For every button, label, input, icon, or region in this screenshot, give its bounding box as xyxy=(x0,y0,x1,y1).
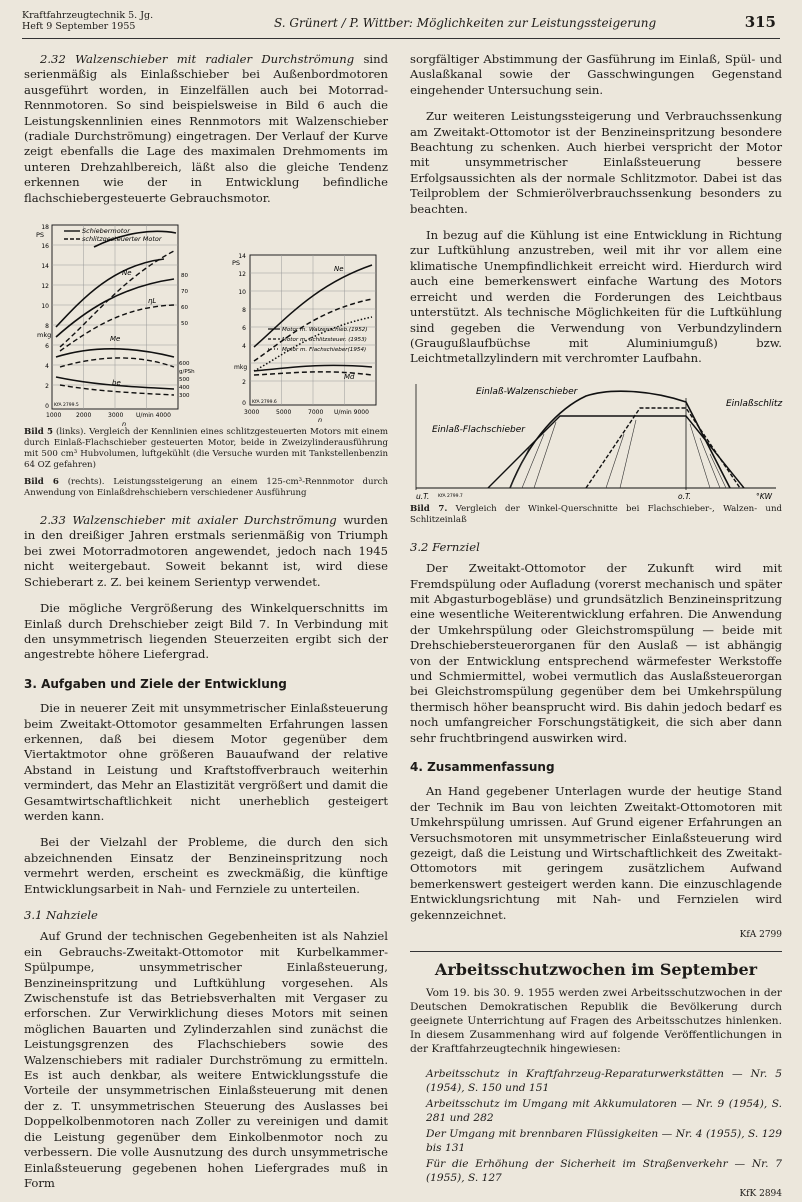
paragraph: Der Zweitakt-Ottomotor der Zukunft wird mit Fremdspülung oder Aufladung (vorerst mechanisch und später mit Abgasturbogebläse) und grundsätzlich Benzineinspritzung eine wesentliche Weiterentwicklung erfahren. Die Anwendung der Umkehrspülung oder Gleichstromspülung — beide mit Drehschiebersteuerorganen für den Auslaß — ist abhängig von der Entwicklung entsprechend wärmefester Werkstoffe und Schmiermittel, wobei vermutlich das Auslaßsteuerorgan bei Gleichstromspülung gegenüber dem bei Umkehrspülung thermisch höher beansprucht wird. Bis dahin jedoch bedarf es noch umfangreicher Forschungstätigkeit, die sich aber dann sehr fruchtbringend auswirken wird. xyxy=(410,561,782,745)
subsection-heading: 3.1 Nahziele xyxy=(24,908,98,922)
right-tick: 50 xyxy=(181,321,188,328)
section-heading: 3. Aufgaben und Ziele der Entwicklung xyxy=(24,676,287,691)
y-tick: 8 xyxy=(45,323,49,331)
y-tick: 4 xyxy=(45,363,49,371)
paragraph-text: wurden in den dreißiger Jahren erstmals serienmäßig von Triumph bei zwei Motorradmotoren angewendet, jedoch nach 1945 nicht weitergebaut. Soweit bekannt ist, wird diese Schieberart z. Z. bei keinem Serientyp verwendet. xyxy=(24,513,388,589)
axis-unit: PS xyxy=(36,231,45,240)
axis-unit: mkg xyxy=(234,364,248,372)
inline-heading: 2.32 Walzenschieber mit radialer Durchströmung xyxy=(40,52,355,66)
x-tick: 1000 xyxy=(46,412,62,420)
inline-heading: 2.33 Walzenschieber mit axialer Durchströmung xyxy=(40,513,337,528)
paragraph: Die in neuerer Zeit mit unsymmetrischer Einlaßsteuerung beim Zweitakt-Ottomotor gesammelten Erfahrungen lassen erkennen, daß bei diesem Motor gegenüber dem Viertaktmotor ohne größeren Bauaufwand der relative Abstand in Leistung und Kraftstoffverbrauch weiterhin vermindert, das Mehr an Elastizität vergrößert und damit die Gesamtwirtschaftlichkeit nicht unerheblich gesteigert werden kann. xyxy=(24,701,388,823)
journal-info xyxy=(22,10,153,32)
paragraph: An Hand gegebener Unterlagen wurde der heutige Stand der Technik im Bau von leichten Zweitakt-Ottomotoren mit Umkehrspülung umrissen. Auf Grund eigener Erfahrungen an Versuchsmotoren mit unsymmetrischer Einlaßsteuerung wird gezeigt, daß die Leistung und Wirtschaftlichkeit des Zweitakt-Ottomotors mit geringem zusätzlichem Aufwand bemerkenswert gesteigert werden kann. Die einzuschlagende Entwicklungsrichtung mit Nah- und Fernzielen wird gekennzeichnet. xyxy=(410,784,782,922)
article-running-title: S. Grünert / P. Wittber: Möglichkeiten zur Leistungssteigerung xyxy=(274,16,657,30)
y-tick: 6 xyxy=(45,343,49,351)
paragraph-text: sind serienmäßig als Einlaßschieber bei Außenbordmotoren ausgeführt worden, in Einzelfällen auch bei Motorrad-Rennmotoren. So sind beispielsweise in Bild 6 auch die Leistungskennlinien eines Rennmotors mit Walzenschieber (radiale Durchströmung) eingetragen. Der Verlauf der Kurve zeigt ebenfalls die Lage des maximalen Drehmoments im unteren Drehzahlbereich, läßt also die gleiche Tendenz erkennen wie der in Entwicklung befindliche flachschiebergesteuerte Gebrauchsmotor. xyxy=(24,52,389,205)
legend-label: Motor m. Walzenschieb.(1952) xyxy=(282,327,368,334)
legend-label: schlitzgesteuerter Motor xyxy=(82,235,162,244)
caption-label: Bild 5 xyxy=(24,427,54,438)
y-tick: 14 xyxy=(238,253,246,261)
curve-label: ηL xyxy=(148,297,157,306)
y-tick: 16 xyxy=(41,243,49,251)
x-tick: U/min 9000 xyxy=(334,409,369,417)
notice-paragraph: Vom 19. bis 30. 9. 1955 werden zwei Arbeitsschutzwochen in der Deutschen Demokratischen Republik die Bevölkerung durch geeignete Unterrichtung auf Fragen des Arbeitsschutzes hinlenken. In diesem Zusammenhang wird auf folgende Veröffentlichungen in der Kraftfahrzeugtechnik hingewiesen: xyxy=(410,986,782,1055)
x-tick: 3000 xyxy=(108,412,124,420)
curve-label: Md xyxy=(344,373,355,382)
y-tick: 10 xyxy=(238,289,246,297)
right-tick: g/PSh xyxy=(179,369,195,376)
list-item: Arbeitsschutz in Kraftfahrzeug-Reparaturwerkstätten — Nr. 5 (1954), S. 150 und 151 xyxy=(426,1067,782,1094)
paragraph xyxy=(24,52,388,206)
curve-label: Einlaß-Flachschieber xyxy=(432,424,525,435)
journal-line-2: Heft 9 September 1955 xyxy=(22,21,136,32)
curve-label: Ne xyxy=(334,265,344,274)
x-tick: 7000 xyxy=(308,409,324,417)
list-item: Arbeitsschutz im Umgang mit Akkumulatoren — Nr. 9 (1954), S. 281 und 282 xyxy=(426,1097,782,1124)
figures-5-6 xyxy=(24,217,388,429)
x-tick: U/min 4000 xyxy=(136,412,171,420)
y-tick: 4 xyxy=(242,343,246,351)
y-tick: 0 xyxy=(242,400,246,408)
paragraph xyxy=(24,513,388,590)
legend-label: Motor m. Schlitzsteuer. (1953) xyxy=(282,337,367,344)
right-tick: 60 xyxy=(181,305,188,312)
paragraph: Auf Grund der technischen Gegebenheiten ist als Nahziel ein Gebrauchs-Zweitakt-Ottomotor mit Kurbelkammer-Spülpumpe, unsymmetrischer Einlaßsteuerung, Benzineinspritzung und Luftkühlung vorgesehen. Als Zwischenstufe ist das Betriebsverhalten mit Vergaser zu erforschen. Zur Verwirklichung dieses Motors mit seinen möglichen Bauarten und Zylinderzahlen sind zunächst die Leistungsgrenzen des Flachschiebers sowie des Walzenschiebers mit radialer Durchströmung zu ermitteln. Es ist auch denkbar, als weitere Entwicklungsstufe die Vorteile der unsymmetrischen Einlaßsteuerung mit denen der z. T. unsymmetrischen Steuerung des Auslasses bei Doppelkolbenmotoren nach Zoller zu vereinigen und damit die Leistung gegenüber dem Einkolbenmotor noch zu verbessern. Die volle Ausnutzung des durch unsymmetrische Einlaßsteuerung gegebenen hohen Liefergrades muß in Form xyxy=(24,929,388,1190)
journal-line-1: Kraftfahrzeugtechnik 5. Jg. xyxy=(22,10,154,21)
x-axis-label: n xyxy=(122,420,127,429)
divider xyxy=(410,951,782,952)
curve-label: Me xyxy=(110,335,121,344)
figure-7-chart xyxy=(410,378,782,500)
legend-label: Schiebermotor xyxy=(82,227,130,236)
figure-6-chart xyxy=(214,251,388,455)
curve-label: Einlaßschlitz xyxy=(726,398,783,409)
paragraph: sorgfältiger Abstimmung der Gasführung im Einlaß, Spül- und Auslaßkanal sowie der Gasschwingungen Gegenstand eingehender Untersuchung sein. xyxy=(410,52,782,97)
curve-label: be xyxy=(112,379,121,388)
y-tick: 0 xyxy=(45,403,49,411)
y-tick: 12 xyxy=(238,271,246,279)
figure-5-chart xyxy=(24,217,200,429)
caption-text: Vergleich der Winkel-Querschnitte bei Flachschieber-, Walzen- und Schlitzeinlaß xyxy=(410,503,782,525)
paragraph: Die mögliche Vergrößerung des Winkelquerschnitts im Einlaß durch Drehschieber zeigt Bild 7. In Verbindung mit den unsymmetrisch liegenden Steuerzeiten ergibt sich der angestrebte höhere Liefergrad. xyxy=(24,601,388,662)
y-tick: 18 xyxy=(41,224,49,232)
figure-tag: KfA 2799.6 xyxy=(252,400,277,406)
page-number: 315 xyxy=(744,13,776,31)
right-tick: 500 xyxy=(179,377,190,384)
figure-6-caption xyxy=(24,477,388,499)
y-tick: 2 xyxy=(242,379,246,387)
axis-unit: mkg xyxy=(37,331,52,340)
y-tick: 12 xyxy=(41,283,49,291)
x-tick: o.T. xyxy=(678,491,692,501)
caption-text: (links). Vergleich der Kennlinien eines schlitzgesteuerten Motors mit einem durch Einlaß-Flachschieber gesteuerten Motor, beide in Zweizylinderausführung mit 500 cm³ Hubvolumen, luftgekühlt (die Versuche wurden mit Tankstellenbenzin 64 OZ gefahren) xyxy=(24,427,389,471)
y-tick: 6 xyxy=(242,325,246,333)
y-tick: 14 xyxy=(41,263,49,271)
paragraph: Zur weiteren Leistungssteigerung und Verbrauchssenkung am Zweitakt-Ottomotor ist der Benzineinspritzung besondere Beachtung zu schenken. Auch hierbei verspricht der Motor mit unsymmetrischer Einlaßsteuerung bessere Erfolgsaussichten als der normale Schlitzmotor. Dabei ist das Teilproblem der Schmierölverbrauchssenkung besonders zu beachten. xyxy=(410,109,782,216)
right-tick: 600 xyxy=(179,361,190,368)
section-heading: 4. Zusammenfassung xyxy=(410,760,555,774)
list-item: Der Umgang mit brennbaren Flüssigkeiten — Nr. 4 (1955), S. 129 bis 131 xyxy=(426,1127,782,1154)
subsection-heading: 3.2 Fernziel xyxy=(410,539,480,554)
y-tick: 10 xyxy=(41,303,49,311)
list-item: Für die Erhöhung der Sicherheit im Straßenverkehr — Nr. 7 (1955), S. 127 xyxy=(426,1157,782,1184)
x-tick: 5000 xyxy=(276,409,292,417)
paragraph: Bei der Vielzahl der Probleme, die durch den sich abzeichnenden Einsatz der Benzineinspritzung noch vermehrt werden, erscheint es zweckmäßig, die künftige Entwicklungsarbeit in Nah- und Fernziele zu unterteilen. xyxy=(24,835,388,896)
y-tick: 8 xyxy=(242,307,246,315)
right-tick: 300 xyxy=(179,393,190,400)
page-header xyxy=(22,8,780,39)
figure-7-caption xyxy=(410,504,782,526)
x-tick: 2000 xyxy=(76,412,92,420)
x-tick: u.T. xyxy=(416,491,430,501)
caption-text: (rechts). Leistungssteigerung an einem 125-cm³-Rennmotor durch Anwendung von Einlaßdrehschiebern verschiedener Ausführung xyxy=(24,477,389,499)
figure-tag: KfA 2799.5 xyxy=(54,403,79,409)
right-tick: 70 xyxy=(181,289,188,296)
reference-code: KfA 2799 xyxy=(739,930,782,941)
caption-label: Bild 7. xyxy=(410,503,448,514)
curve-label: Ne xyxy=(122,269,132,278)
x-tick: 3000 xyxy=(244,409,260,417)
right-tick: 400 xyxy=(179,385,190,392)
reference-code: KfK 2894 xyxy=(739,1188,782,1199)
curve-label: Einlaß-Walzenschieber xyxy=(476,386,578,397)
figure-tag: KfA 2799.7 xyxy=(438,493,463,499)
paragraph: In bezug auf die Kühlung ist eine Entwicklung in Richtung zur Luftkühlung anzustreben, weil mit ihr vor allem eine klimatische Unempfindlichkeit erreicht wird. Hierdurch wird auch eine bemerkenswert einfache Wartung des Motors erreicht und werden die Forderungen des Leichtbaus unterstützt. Als technische Möglichkeiten für die Luftkühlung sind gegeben die Verwendung von Verbundzylindern (Graugußlaufbüchse mit Aluminiumguß) bzw. Leichtmetallzylindern mit verchromter Laufbahn. xyxy=(410,228,782,366)
legend-label: Motor m. Flachschieber(1954) xyxy=(282,347,367,354)
caption-label: Bild 6 xyxy=(24,477,59,488)
right-tick: 80 xyxy=(181,273,188,280)
x-axis-label: n xyxy=(318,416,323,425)
y-tick: 2 xyxy=(45,383,49,391)
axis-unit: PS xyxy=(232,259,241,268)
x-tick: °KW xyxy=(756,491,773,501)
notice-title: Arbeitsschutzwochen im September xyxy=(434,960,758,980)
figure-7 xyxy=(410,378,782,500)
left-column xyxy=(24,52,388,1202)
right-column xyxy=(410,52,782,1202)
